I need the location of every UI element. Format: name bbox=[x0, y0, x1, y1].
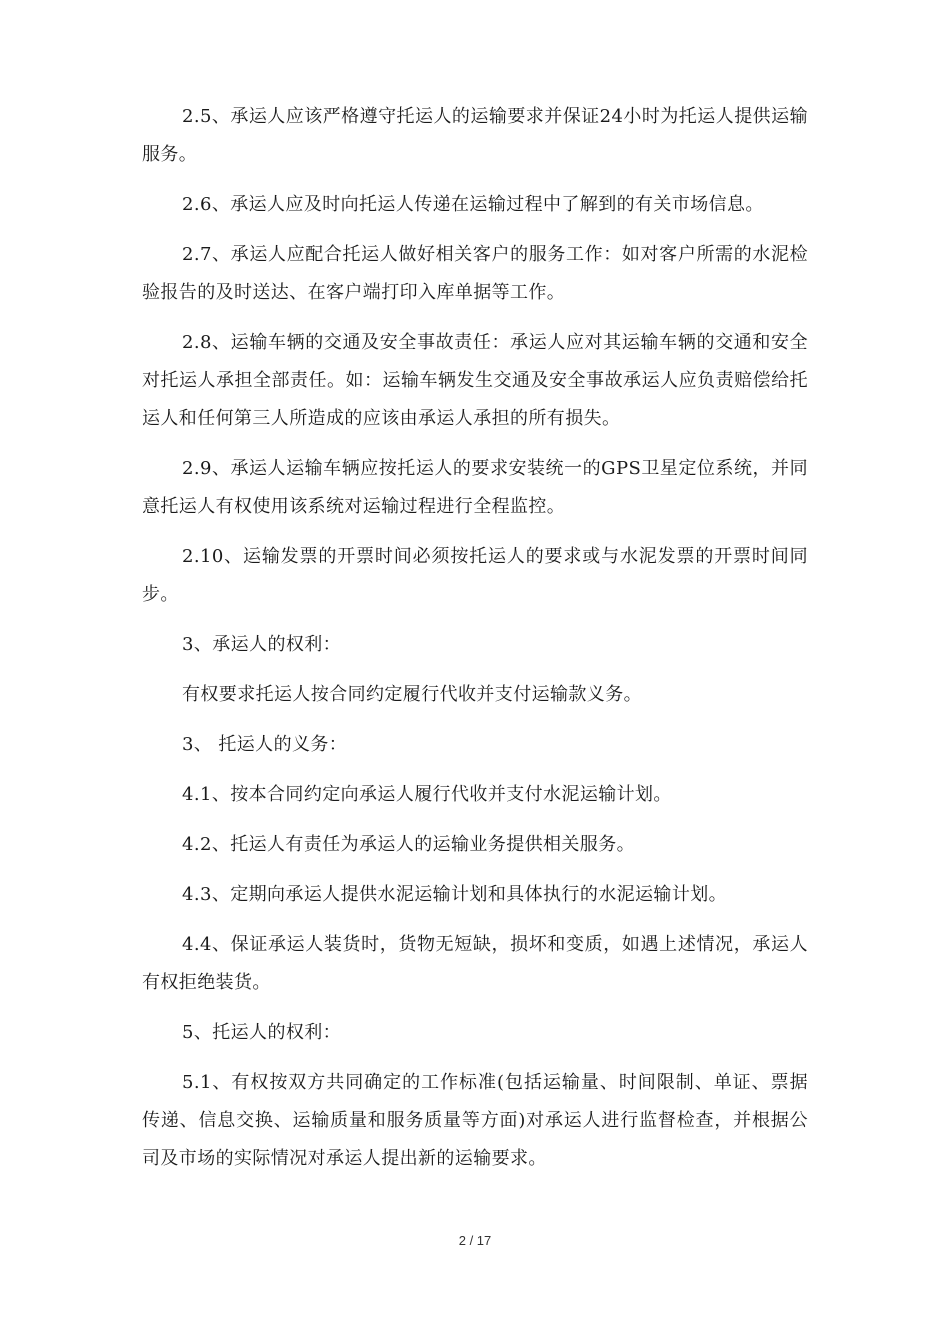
paragraph-2-6: 2.6、承运人应及时向托运人传递在运输过程中了解到的有关市场信息。 bbox=[182, 194, 764, 215]
document-body bbox=[142, 98, 808, 1190]
paragraph-2-5: 2.5、承运人应该严格遵守托运人的运输要求并保证24小时为托运人提供运输服务。 bbox=[142, 106, 808, 165]
paragraph-4-4: 4.4、保证承运人装货时，货物无短缺，损坏和变质，如遇上述情况，承运人有权拒绝装货。 bbox=[142, 934, 808, 993]
page-number: 2 / 17 bbox=[458, 1233, 492, 1248]
paragraph-2-10: 2.10、运输发票的开票时间必须按托运人的要求或与水泥发票的开票时间同步。 bbox=[142, 546, 808, 605]
paragraph-5-1: 5.1、有权按双方共同确定的工作标准(包括运输量、时间限制、单证、票据传递、信息交换、运输质量和服务质量等方面)对承运人进行监督检查，并根据公司及市场的实际情况对承运人提出新的运输要求。 bbox=[142, 1072, 808, 1169]
paragraph-4-3: 4.3、定期向承运人提供水泥运输计划和具体执行的水泥运输计划。 bbox=[182, 884, 728, 905]
paragraph-4-1: 4.1、按本合同约定向承运人履行代收并支付水泥运输计划。 bbox=[182, 784, 672, 805]
paragraph-carrier-rights: 有权要求托运人按合同约定履行代收并支付运输款义务。 bbox=[182, 684, 642, 705]
paragraph-4-2: 4.2、托运人有责任为承运人的运输业务提供相关服务。 bbox=[182, 834, 636, 855]
heading-carrier-rights: 3、承运人的权利： bbox=[182, 634, 342, 655]
paragraph-2-9: 2.9、承运人运输车辆应按托运人的要求安装统一的GPS卫星定位系统，并同意托运人有权使用该系统对运输过程进行全程监控。 bbox=[142, 458, 808, 517]
heading-shipper-obligations: 3、 托运人的义务： bbox=[182, 734, 348, 755]
paragraph-2-7: 2.7、承运人应配合托运人做好相关客户的服务工作：如对客户所需的水泥检验报告的及时送达、在客户端打印入库单据等工作。 bbox=[142, 244, 808, 303]
paragraph-2-8: 2.8、运输车辆的交通及安全事故责任：承运人应对其运输车辆的交通和安全对托运人承担全部责任。如：运输车辆发生交通及安全事故承运人应负责赔偿给托运人和任何第三人所造成的应该由承运人承担的所有损失。 bbox=[142, 332, 808, 429]
heading-shipper-rights: 5、托运人的权利： bbox=[182, 1022, 342, 1043]
